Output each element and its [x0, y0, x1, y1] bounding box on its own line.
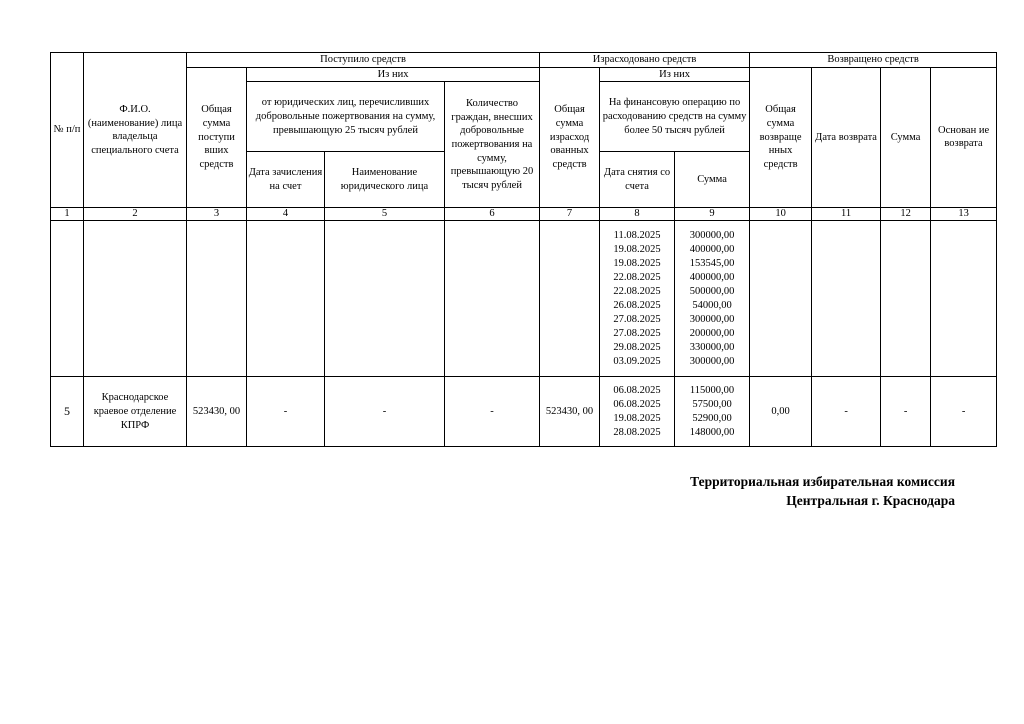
row-num-cell: 5: [51, 377, 84, 447]
header-return-reason: Основан ие возврата: [931, 67, 997, 208]
row-total-received-cell: [187, 221, 247, 377]
header-withdrawal-date: Дата снятия со счета: [600, 152, 675, 208]
withdrawal-amount: 54000,00: [692, 299, 732, 311]
header-of-them-spent: Из них: [600, 67, 750, 82]
row-total-spent-cell: 523430, 00: [540, 377, 600, 447]
row-withdrawal-dates-cell: [600, 221, 675, 377]
column-number: 12: [881, 208, 931, 221]
row-return-amount-cell: -: [881, 377, 931, 447]
column-number: 5: [325, 208, 445, 221]
withdrawal-amount: 115000,00: [689, 384, 735, 396]
header-credit-date: Дата зачисления на счет: [247, 152, 325, 208]
withdrawal-amount: 200000,00: [689, 327, 735, 339]
withdrawal-date: 28.08.2025: [613, 426, 661, 438]
table-row: [51, 221, 997, 377]
row-fio-cell: Краснодарское краевое отделение КПРФ: [84, 377, 187, 447]
header-of-them-received: Из них: [247, 67, 540, 82]
withdrawal-amount: 400000,00: [689, 271, 735, 283]
withdrawal-amount: 500000,00: [689, 285, 735, 297]
commission-signature-block: [560, 472, 955, 510]
table-row: [51, 377, 997, 447]
expenditure-report-table: [50, 52, 997, 447]
column-number: 7: [540, 208, 600, 221]
withdrawal-date: 27.08.2025: [613, 327, 661, 339]
row-fio-cell: [84, 221, 187, 377]
header-num: № п/п: [51, 53, 84, 208]
row-total-spent-cell: [540, 221, 600, 377]
row-withdrawal-amounts-cell: [675, 221, 750, 377]
row-total-received-cell: 523430, 00: [187, 377, 247, 447]
withdrawal-amount: 57500,00: [692, 398, 732, 410]
row-withdrawal-amounts-cell: [675, 377, 750, 447]
withdrawal-date: 11.08.2025: [613, 229, 661, 241]
row-legal-entity-name-cell: -: [325, 377, 445, 447]
row-legal-entity-name-cell: [325, 221, 445, 377]
withdrawal-date: 19.08.2025: [613, 412, 661, 424]
column-number: 1: [51, 208, 84, 221]
header-financial-operation: На финансовую операцию по расходованию средств на сумму более 50 тысяч рублей: [600, 82, 750, 152]
header-legal-entity-name: Наименование юридического лица: [325, 152, 445, 208]
header-fio: Ф.И.О. (наименование) лица владельца специального счета: [84, 53, 187, 208]
withdrawal-amount: 148000,00: [689, 426, 735, 438]
header-amount: Сумма: [675, 152, 750, 208]
column-number: 8: [600, 208, 675, 221]
header-return-date: Дата возврата: [812, 67, 881, 208]
withdrawal-date: 19.08.2025: [613, 243, 661, 255]
withdrawal-date: 06.08.2025: [613, 398, 661, 410]
column-number: 6: [445, 208, 540, 221]
withdrawal-date: 29.08.2025: [613, 341, 661, 353]
header-spent-group: Израсходовано средств: [540, 53, 750, 68]
row-return-date-cell: [812, 221, 881, 377]
header-legal-entities: от юридических лиц, перечисливших добровольные пожертвования на сумму, превышающую 25 тысяч рублей: [247, 82, 445, 152]
column-number: 4: [247, 208, 325, 221]
withdrawal-amount: 300000,00: [689, 313, 735, 325]
column-number: 13: [931, 208, 997, 221]
row-citizens-count-cell: [445, 221, 540, 377]
commission-location: Центральная г. Краснодара: [786, 493, 955, 508]
withdrawal-date: 22.08.2025: [613, 271, 661, 283]
withdrawal-amount: 153545,00: [689, 257, 735, 269]
header-returned-group: Возвращено средств: [750, 53, 997, 68]
withdrawal-amount: 400000,00: [689, 243, 735, 255]
withdrawal-amount: 52900,00: [692, 412, 732, 424]
withdrawal-amount: 330000,00: [689, 341, 735, 353]
row-credit-date-cell: -: [247, 377, 325, 447]
row-return-reason-cell: [931, 221, 997, 377]
row-credit-date-cell: [247, 221, 325, 377]
row-return-date-cell: -: [812, 377, 881, 447]
withdrawal-date: 06.08.2025: [613, 384, 661, 396]
withdrawal-date: 22.08.2025: [613, 285, 661, 297]
header-total-returned: Общая сумма возвраще нных средств: [750, 67, 812, 208]
column-number: 3: [187, 208, 247, 221]
header-total-spent: Общая сумма израсход ованных средств: [540, 67, 600, 208]
row-return-reason-cell: -: [931, 377, 997, 447]
withdrawal-date: 19.08.2025: [613, 257, 661, 269]
row-total-returned-cell: 0,00: [750, 377, 812, 447]
row-citizens-count-cell: -: [445, 377, 540, 447]
column-number: 10: [750, 208, 812, 221]
header-citizens-count: Количество граждан, внесших добровольные пожертвования на сумму, превышающую 20 тысяч рублей: [445, 82, 540, 208]
header-return-amount: Сумма: [881, 67, 931, 208]
header-total-received: Общая сумма поступи вших средств: [187, 67, 247, 208]
column-number: 9: [675, 208, 750, 221]
column-number: 2: [84, 208, 187, 221]
withdrawal-date: 03.09.2025: [613, 355, 661, 367]
commission-name: Территориальная избирательная комиссия: [690, 474, 955, 489]
withdrawal-amount: 300000,00: [689, 229, 735, 241]
column-number: 11: [812, 208, 881, 221]
row-withdrawal-dates-cell: [600, 377, 675, 447]
row-return-amount-cell: [881, 221, 931, 377]
withdrawal-amount: 300000,00: [689, 355, 735, 367]
withdrawal-date: 26.08.2025: [613, 299, 661, 311]
row-total-returned-cell: [750, 221, 812, 377]
header-received-group: Поступило средств: [187, 53, 540, 68]
withdrawal-date: 27.08.2025: [613, 313, 661, 325]
row-num-cell: [51, 221, 84, 377]
